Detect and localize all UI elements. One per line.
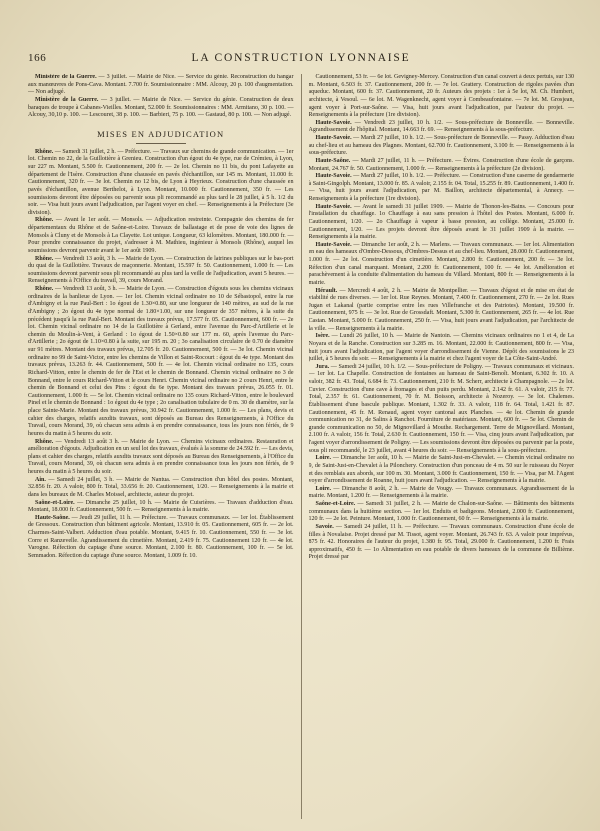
notice-paragraph xyxy=(309,242,575,288)
notice-paragraph xyxy=(28,256,294,287)
notice-paragraph xyxy=(309,455,575,486)
notice-paragraph xyxy=(309,501,575,524)
notice-paragraph xyxy=(309,364,575,456)
notice-paragraph xyxy=(28,477,294,500)
notice-paragraph xyxy=(309,120,575,135)
notice-text: — Vendredi 13 août 3 h. — Mairie de Lyon. — Chemins vicinaux ordinaires. Restauration et amélioration d'égouts. Adjudication en un seul lot des travaux, évalués à la somme de 24.592 fr. — Les devis, plans et cahier des charges, relatifs auxdits travaux sont déposés au Bureau des Renseignements, à l'Office du Travail, cours Morand, 39, où chacun sera admis à en prendre connaissance tous les jours non fériés, de 9 heures du matin à 5 heures du soir. xyxy=(28,438,294,475)
notice-text: — Samedi 31 juillet, 2 h. — Mairie de Chalon-sur-Saône. — Bâtiments des bâtiments communaux dans la huitième section. — 1er lot. Enduits et badigeons. Montant, 2.000 fr. Cautionnement, 120 fr. — 2e lot. Peinture. Montant, 1.000 fr. Cautionnement, 60 fr. — Renseignements à la mairie. xyxy=(308,501,574,523)
notice-text: — Mardi 27 juillet, 11 h. — Préfecture. — Évires. Construction d'une école de garçons. Montant, 24.767 fr. 50. Cautionnement, 1.000 fr. — Renseignements à la préfecture (2e division). xyxy=(308,157,574,172)
notice-paragraph xyxy=(28,97,294,120)
page-number: 166 xyxy=(28,52,47,64)
notice-heading: Haute-Savoie. xyxy=(315,135,352,141)
notice-heading: Hérault. xyxy=(315,287,338,294)
notice-paragraph xyxy=(309,524,575,562)
notice-paragraph xyxy=(309,173,575,204)
journal-title: LA CONSTRUCTION LYONNAISE xyxy=(191,52,411,64)
notice-paragraph xyxy=(309,204,575,242)
notice-paragraph xyxy=(309,486,575,501)
notice-text: — Dimanche 1er août, 2 h. — Marlens. — Travaux communaux. — 1er lot. Alimentation en eau des hameaux d'Ombre-Dessous, d'Ombres-Dessus et au chef-lieu. Montant, 28.000 fr. Cautionnement, 1.000 fr. — 2e lot. Construction d'un cimetière. Montant, 2.800 fr. Cautionnement, 200 fr. — 3e lot. Réfection d'un canal marquant. Montant, 2.200 fr. Cautionnement, 100 fr. — 4e lot. Amélioration et parachèvement à la conduite d'alimentation du hameau du Villard. Montant, 800 fr. — Renseignements à la mairie. xyxy=(308,241,574,286)
right-column xyxy=(309,74,575,819)
notice-paragraph xyxy=(309,158,575,173)
notice-heading: Rhône. xyxy=(35,438,54,445)
section-heading: MISES EN ADJUDICATION xyxy=(97,128,225,139)
notice-text: — Dimanche 8 août, 2 h. — Mairie de Vougy. — Travaux communaux. Agrandissement de la mairie. Montant, 1.200 fr. — Renseignements à la mairie. xyxy=(308,485,574,500)
notice-paragraph xyxy=(28,515,294,561)
notice-text: — Avant le samedi 31 juillet 1909. — Mairie de Thonon-les-Bains. — Concours pour l'installation du chauffage. 1o Chauffage à eau sans pression à l'hôtel des Postes. Montant, 6.000 fr. Cautionnement, 1/20. — 2o Chauffage à vapeur à basse pression, au collège. Montant, 25.000 fr. Cautionnement, 1/20. — Les projets devront être déposés avant le 31 juillet 1909 à la mairie. — Renseignements à la mairie. xyxy=(308,203,574,241)
notice-heading: Haute-Savoie. xyxy=(315,173,352,180)
notice-paragraph xyxy=(309,288,575,334)
notice-text: — 3 juillet. — Mairie de Nice. — Service du génie. Construction de deux baraques de troupe à Cabanes-Vieilles. Montant, 52.000 fr. Soumissionnaires : MM. Armitano, 30 p. 100. — Alcouy, 30,10 p. 100. — Lescouret, 38 p. 100. — Barbieri, 75 p. 100. — Gastaud, 80 p. 100. — Non adjugé. xyxy=(28,96,294,119)
notice-text: — Samedi 31 juillet, 2 h. — Préfecture. — Travaux sur chemins de grande communication. — 1er lot. Chemin no 22, de la Guillotière à Grenieu. Construction d'un égout du 4e type, rue de Crémieu, à Lyon, sur 227 m. Montant, 5.500 fr. Cautionnement, 200 fr. — 2e lot. Chemin no 11 bis, du pont Lafayette au département de l'Isère. Construction d'une chaussée en pavés d'échantillon, sur 145 m. Montant, 11.000 fr. Cautionnement, 320 fr. — 3e lot. Chemin no 12 bis, de Lyon à Heyrieux. Construction d'une chaussée en pavés d'échantillon, avenue Berthelot, à Lyon. Montant, 10.000 fr. Cautionnement, 350 fr. — Les soumissions devront être déposées ou parvenir sous pli recommandé au plus tard le 28 juillet, à 5 h. 1/2 du soir. — Visa huit jours avant l'adjudication, par l'agent voyer en chef. — Renseignements à la Préfecture (3e division). xyxy=(28,148,294,216)
section-rule xyxy=(136,143,186,144)
notice-paragraph xyxy=(28,439,294,477)
notice-heading: Saône-et-Loire. xyxy=(315,501,356,507)
notice-paragraph xyxy=(28,149,294,218)
page-header xyxy=(28,52,574,64)
notice-text: — Mercredi 4 août, 2 h. — Mairie de Montpellier. — Travaux d'égout et de mise en état de viabilité de rues diverses. — 1er lot. Rue Reynes. Montant, 7.400 fr. Cautionnement, 270 fr. — 2e lot. Rues Jugan et Lakanal (partie comprise entre les rues Villefranche et des Patriotes). Montant, 19.500 fr. Cautionnement, 975 fr. — 3e lot. Rue de Grossdaft. Montant, 5.300 fr. Cautionnement, 265 fr. — 4e lot. Rue Castan. Montant, 5.000 fr. Cautionnement, 250 fr. — Visa, huit jours avant l'adjudication, par l'architecte de la ville. — Renseignements à la mairie. xyxy=(308,287,574,332)
notice-paragraph xyxy=(28,217,294,255)
notice-text: — Dimanche 25 juillet, 10 h. — Mairie de Cuisrières. — Travaux d'adduction d'eau. Montant, 18.000 fr. Cautionnement, 500 fr. — Renseignements à la mairie. xyxy=(28,499,294,514)
notice-text: — Avant le 1er août. — Monsols. — Adjudication restreinte. Compagnie des chemins de fer départementaux du Rhône et de Saône-et-Loire. Travaux de ballastage et de pose de voie des lignes de Monsols à Cluny et de Monsols à La Clayette. Lot unique. Longueur, 63 kilomètres. Montant, 180.000 fr. — Pour prendre connaissance du projet, s'adresser à M. Mathieu, ingénieur à Monsols (Rhône), auquel les soumissions devront parvenir avant le 1er août 1909. xyxy=(28,217,294,254)
notice-text: — Samedi 24 juillet, 11 h. — Préfecture. — Travaux communaux. Construction d'une école de filles à Novalaise. Projet dressé par M. Tissot, agent voyer. Montant, 26.743 fr. 63. A valoir pour imprévus, 875 fr. 42. Honoraires de l'auteur du projet, 1.380 fr. 95. Total, 29.000 fr. Cautionnement, 1.200 fr. Frais approximatifs, 450 fr. — 1o Alimentation en eau potable de divers hameaux de la commune de Billième. Projet dressé par xyxy=(308,523,574,561)
notice-heading: Haute-Savoie. xyxy=(315,241,352,248)
notice-heading: Loire. xyxy=(315,455,332,462)
notice-text: — 3 juillet. — Mairie de Nice. — Service du génie. Reconstruction du hangar aux manœuvres de Pons-Cava. Montant. 7.700 fr. Soumissionnaire : MM. Alcouy, 20 p. 100 d'augmentation. — Non adjugé. xyxy=(28,74,294,96)
notice-heading: Jura. xyxy=(315,363,330,370)
notice-text: — Vendredi 13 août, 3 h. — Mairie de Lyon. — Construction de latrines publiques sur le bas-port du quai de la Guillotière. Travaux de maçonnerie. Montant, 15.597 fr. 50. Cautionnement, 1.000 fr. — Les soumissions devront parvenir sous pli recommandé au plus tard la veille de l'adjudication, avant 5 heures. — Renseignements à l'Office du travail, 39, cours Morand. xyxy=(28,255,294,285)
notice-text: — Lundi 26 juillet, 10 h. — Mairie de Nantoin. — Chemins vicinaux ordinaires no 1 et 4, de La Noyara et de la Ranche. Construction sur 3.285 m. 16. Montant, 22.000 fr. Cautionnement, 800 fr. — Visa, huit jours avant l'adjudication, par l'agent voyer d'arrondissement de Vienne. Dépôt des soumissions le 23 juillet, à 5 heures du soir. — Renseignements à la mairie et chez l'agent voyer de La Côte-Saint-André. xyxy=(308,333,574,363)
notice-heading: Haute-Saône. xyxy=(315,157,351,164)
notice-paragraph xyxy=(309,135,575,158)
notice-heading: Ministère de la Guerre. xyxy=(35,96,99,103)
notice-paragraph xyxy=(28,286,294,439)
notice-text: — Mardi 27 juillet, 10 h. 1/2. — Préfecture. — Construction d'une caserne de gendarmerie à Saint-Gingolph. Montant, 13.000 fr. 85. A valoir, 2.155 fr. 04. Total, 15.255 fr. 89. Cautionnement, 1.400 fr. — Visa, huit jours avant l'adjudication, par M. Baillon, architecte départemental, à Annecy. — Renseignements à la préfecture (1re division). xyxy=(308,173,574,202)
notice-text: — Vendredi 23 juillet, 10 h. 1/2. — Sous-préfecture de Bonneville. — Bonneville. Agrandissement de l'hôpital. Montant, 14.663 fr. 69. — Renseignements à la sous-préfecture. xyxy=(308,119,574,134)
notice-heading: Haute-Savoie. xyxy=(315,119,352,126)
notice-paragraph xyxy=(309,333,575,364)
left-column xyxy=(28,74,294,819)
notice-text: — Vendredi 13 août, 3 h. — Mairie de Lyon. — Construction d'égouts sous les chemins vicinaux ordinaires de la banlieue de Lyon. — 1er lot. Chemin vicinal ordinaire no 10 de Sébastopol, entre la rue d'Ambigny et la rue Paul-Bert : 1o égout de 1.30×0.80, sur une longueur de 140 mètres, au sud de la rue d'Ambigny ; 2o égout du 4e type normal de 1.80×1.00, sur une longueur de 357 mètres, à la suite du précédent jusqu'à la rue Paul-Bert. Montant des travaux prévus, 17.577 fr. 05. Cautionnement, 600 fr. — 2e lot. Chemin vicinal ordinaire no 14 de la Guillotière à Gerland, entre l'avenue du Parc-d'Artillerie et le chemin du Moulin-à-Vent, à Gerland : 1o égout de 1.50×0.80 sur 177 m. 60, après l'avenue du Parc-d'Artillerie ; 2o égout de 1.10×0.80 à la suite, sur 195 m. 20 ; 3o canalisation circulaire de 0.70 de diamètre sur 91 mètres. Montant des travaux prévus, 12.705 fr. 20. Cautionnement, 500 fr. — 3e lot. Chemin vicinal ordinaire no 99 de Saint-Victor, entre les chemins de Villon et Saint-Rocourt : égout du 4e type. Montant des travaux prévus, 13.263 fr. 44. Cautionnement, 500 fr. — 4e lot. Chemin vicinal ordinaire no 135, cours Richard-Vitton, entre le chemin de fer de l'Est et le chemin de Bonnand. Chemin vicinal ordinaire no 3 de Bonnand, entre le cours Richard-Vitton et le cours Henri. Chemin vicinal ordinaire no 2 cours Henri, entre le chemin de Bonnand et celui des Pins : égout du 6e type. Montant des travaux prévus, 26.055 fr. 01. Cautionnement, 1.000 fr. — 5e lot. Chemin vicinal ordinaire no 135 cours Richard-Vitton, entre le boulevard Pinel et le chemin de Bonnand : 1o égout du 4e type ; 2o canalisation tubulaire de 0 m. 30 de diamètre, sur la place Sainte-Marie. Montant des travaux prévus, 30.942 fr. Cautionnement, 1.000 fr. — Les plans, devis et cahier des charges, relatifs auxdits travaux, sont déposés au Bureau des Renseignements, à l'Office du Travail, cours Morand, 39, où chacun sera admis à en prendre connaissance, tous les jours non fériés, de 9 heures du matin à 5 heures du soir. xyxy=(28,286,294,437)
notice-heading: Haute-Saône. xyxy=(35,514,70,521)
notice-paragraph xyxy=(28,74,294,97)
column-divider xyxy=(301,74,302,819)
text-columns xyxy=(28,74,574,819)
notice-heading: Ministère de la Guerre. xyxy=(35,74,97,80)
notice-text: — Samedi 24 juillet, 3 h. — Mairie de Nantua. — Construction d'un hôtel des postes. Montant, 32.856 fr. 20. A valoir, 800 fr. Total, 33.656 fr. 20. Cautionnement, 1/20. — Renseignements à la mairie et dans les bureaux de M. Charles Moissel, architecte, auteur du projet. xyxy=(28,476,294,498)
notice-heading: Haute-Savoie. xyxy=(315,203,352,210)
notice-heading: Rhône. xyxy=(35,217,54,224)
notice-text: Cautionnement, 53 fr. — 6e lot. Gevigney-Mercey. Construction d'un canal couvert à deux pertuis, sur 130 m. Montant, 6.503 fr. 37. Cautionnement, 200 fr. — 7e lot. Grattery. Construction de rigoles pavées d'un aqueduc. Montant, 600 fr. 37. Cautionnement, 20 fr. Auteurs des projets : 1er à 5e lot, M. Ch. Humbert, architecte, à Vesoul. — 6e lot. M. Wagenknecht, agent voyer à Combeaufontaine. — 7e lot. M. Grosjean, agent voyer à Port-sur-Saône. — Visa, huit jours avant l'adjudication, par l'auteur du projet. — Renseignements à la préfecture (1re division). xyxy=(308,74,574,119)
notice-heading: Loire. xyxy=(315,485,332,492)
notice-text: — Dimanche 1er août, 10 h. — Mairie de Saint-Just-en-Chevalet. — Chemin vicinal ordinaire no 9, de Saint-Just-en-Chevalet à la Pilonchery. Construction d'un ponceau de 4 m. 50 sur le ruisseau du Noyer et des remblais aux abords, sur 100 m. 30. Montant, 3.000 fr. Cautionnement, 150 fr. — Visa, par M. l'Agent voyer d'arrondissement de Roanne, huit jours avant l'adjudication. — Renseignements à la mairie. xyxy=(308,455,574,485)
notice-paragraph xyxy=(28,500,294,515)
notice-heading: Ain. xyxy=(35,476,46,483)
notice-heading: Savoie. xyxy=(315,523,334,530)
notice-heading: Rhône. xyxy=(35,148,54,155)
notice-text: — Mardi 27 juillet, 10 h. 1/2. — Sous-préfecture de Bonneville. — Passy. Adduction d'eau au chef-lieu et au hameau des Plagnes. Montant, 62.700 fr. Cautionnement, 3.100 fr. — Renseignements à la sous-préfecture. xyxy=(308,135,574,157)
notice-heading: Isère. xyxy=(315,333,330,340)
notice-paragraph xyxy=(309,74,575,120)
notice-text: — Jeudi 29 juillet, 11 h. — Préfecture. — Travaux communaux. — 1er lot. Établissement de Gressoux. Construction d'un bâtiment agricole. Montant, 13.910 fr. 05. Cautionnement, 605 fr. — 2e lot. Charmes-Saint-Valbert. Adduction d'eau potable. Montant, 9.415 fr. 10. Cautionnement, 550 fr. — 3e lot. Corre et Ranzevelle. Agrandissement du cimetière. Montant, 2.419 fr. 75. Cautionnement 120 fr. — 4e lot. Varogne. Réfection du captage d'une source. Montant, 2.100 fr. 80. Cautionnement, 100 fr. — 5e lot. Semmadon. Réfection du captage d'une source. Montant, 1.009 fr. 10. xyxy=(28,514,294,559)
notice-text: — Samedi 24 juillet, 10 h. 1/2. — Sous-préfecture de Poligny. — Travaux communaux et vicinaux. — 1er lot. La Chapelle. Construction de fontaines au hameau de Saint-Benoît. Montant, 6.302 fr. 10. A valoir, 382 fr. 43. Total, 6.684 fr. 73. Cautionnement, 210 fr. M. Scherr, architecte à Champagnole. — 2e lot. Cuvier. Construction d'une cave à fromages et d'un puits perdu. Montant, 2.142 fr. 61. A valoir, 215 fr. 77. Total, 2.357 fr. 61. Cautionnement, 70 fr. M. Boisson, architecte à Nozeroy. — 3e lot. Chalemes. Établissement d'une bascule publique. Montant, 1.302 fr. 33. A valoir, 118 fr. 64. Total, 1.421 fr. 87. Cautionnement, 45 fr. M. Renaud, agent voyer cantonal aux Planches. — 4e lot. Chemin de grande communication no 31, de Salins à Ranchot. Fourniture de matériaux. Montant, 600 fr. — 5e lot. Chemin de grande communication no 50, de Mignovillard à Mouthe. Rechargement. Terre de Mignovillard. Montant, 2.100 fr. A valoir, 156 fr. Total, 2.630 fr. Cautionnement, 150 fr. — Visa, cinq jours avant l'adjudication, par l'agent voyer d'arrondissement de Poligny. — Les soumissions devront être déposées ou parvenir par la poste, sous pli recommandé, le 23 juillet, avant 4 heures du soir. — Renseignements à la sous-préfecture. xyxy=(308,363,574,454)
notice-heading: Rhône. xyxy=(35,286,54,292)
notice-heading: Rhône. xyxy=(35,255,54,262)
notice-heading: Saône-et-Loire. xyxy=(35,499,75,506)
